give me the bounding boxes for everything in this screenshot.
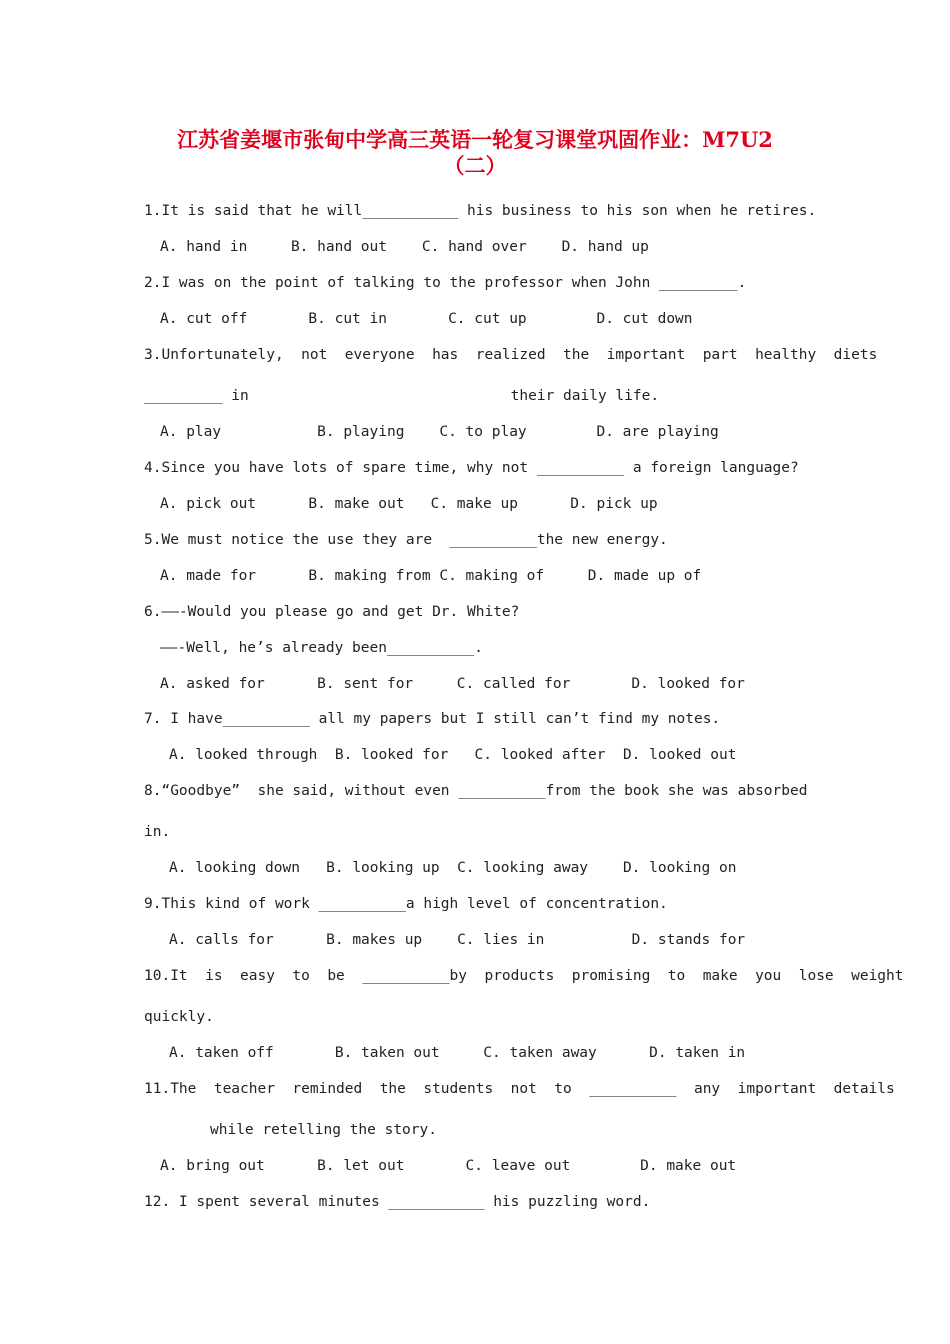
question-9-options: A. calls for B. makes up C. lies in D. stands for: [169, 932, 746, 948]
question-2-options: A. cut off B. cut in C. cut up D. cut down: [160, 311, 693, 327]
question-2-stem: 2.I was on the point of talking to the professor when John _________.: [144, 275, 747, 291]
question-10-stem: 10.It is easy to be __________by products promising to make you lose weight: [144, 968, 904, 984]
question-6-stem: 6.——-Would you please go and get Dr. White?: [144, 604, 520, 620]
document-title: 江苏省姜堰市张甸中学高三英语一轮复习课堂巩固作业：M7U2: [177, 127, 773, 152]
question-11-stem-cont: while retelling the story.: [210, 1122, 437, 1138]
question-11-stem: 11.The teacher reminded the students not to __________ any important details: [144, 1081, 895, 1097]
question-5-options: A. made for B. making from C. making of D. made up of: [160, 568, 702, 584]
question-6-options: A. asked for B. sent for C. called for D. looked for: [160, 676, 745, 692]
question-8-options: A. looking down B. looking up C. looking away D. looking on: [169, 860, 737, 876]
question-3-stem: 3.Unfortunately, not everyone has realized the important part healthy diets: [144, 347, 878, 363]
question-3-options: A. play B. playing C. to play D. are playing: [160, 424, 719, 440]
question-7-options: A. looked through B. looked for C. looked after D. looked out: [169, 747, 737, 763]
question-5-stem: 5.We must notice the use they are __________the new energy.: [144, 532, 668, 548]
question-6-stem-cont: ——-Well, he’s already been__________.: [160, 640, 484, 656]
question-10-stem-cont: quickly.: [144, 1009, 214, 1025]
question-4-options: A. pick out B. make out C. make up D. pick up: [160, 496, 658, 512]
question-7-stem: 7. I have__________ all my papers but I still can’t find my notes.: [144, 711, 721, 727]
question-11-options: A. bring out B. let out C. leave out D. make out: [160, 1158, 737, 1174]
document-subtitle: （二）: [443, 153, 507, 178]
question-3-stem-cont: _________ in their daily life.: [144, 388, 660, 404]
question-1-options: A. hand in B. hand out C. hand over D. hand up: [160, 239, 649, 255]
question-4-stem: 4.Since you have lots of spare time, why not __________ a foreign language?: [144, 460, 799, 476]
question-8-stem: 8.“Goodbye” she said, without even __________from the book she was absorbed: [144, 783, 808, 799]
question-10-options: A. taken off B. taken out C. taken away D. taken in: [169, 1045, 746, 1061]
question-8-stem-cont: in.: [144, 824, 171, 840]
question-1-stem: 1.It is said that he will___________ his business to his son when he retires.: [144, 203, 817, 219]
question-12-stem: 12. I spent several minutes ___________ his puzzling word.: [144, 1194, 651, 1210]
question-9-stem: 9.This kind of work __________a high level of concentration.: [144, 896, 668, 912]
